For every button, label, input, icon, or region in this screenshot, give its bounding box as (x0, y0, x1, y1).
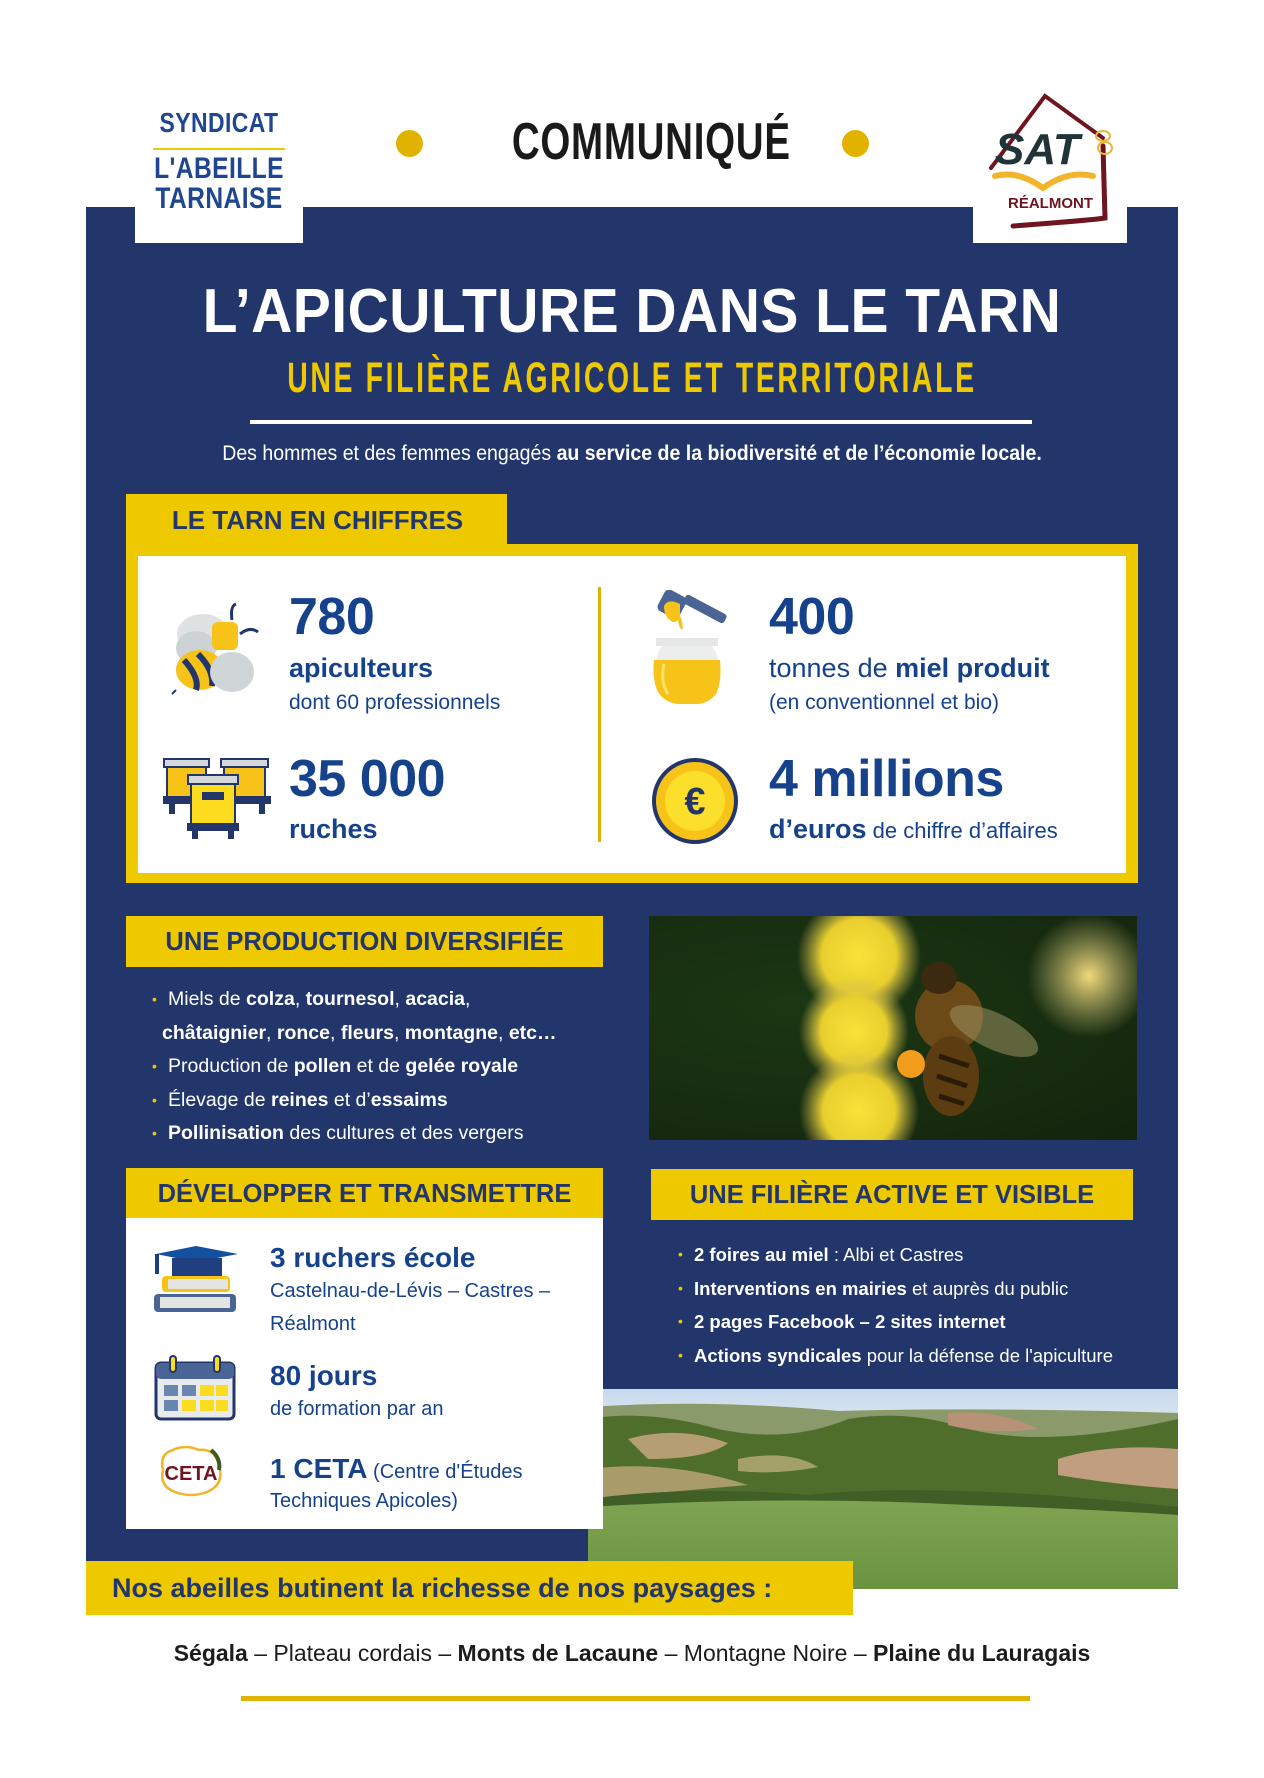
stat-value-hives: 35 000 (289, 750, 446, 808)
develop-detail-schools-line2: Réalmont (270, 1313, 356, 1335)
figures-frame-notch (507, 494, 1138, 544)
decorative-dot-right (842, 130, 869, 157)
separator: – (431, 1640, 458, 1666)
develop-detail-ceta: Techniques Apicoles) (270, 1490, 458, 1512)
develop-title-ceta (270, 1453, 523, 1488)
stat-label-honey (769, 653, 1050, 683)
list-item: • Miels de colza, tournesol, acacia, (152, 983, 612, 1017)
logo-line-syndicat: SYNDICAT (159, 107, 279, 138)
stat-label-beekeepers (289, 653, 433, 683)
euro-coin-icon (651, 757, 739, 845)
bullet-icon: • (678, 1313, 683, 1329)
stat-label-revenue (769, 814, 1058, 846)
develop-title-days: 80 jours (270, 1360, 378, 1391)
graduation-books-icon (152, 1244, 242, 1314)
tagline (124, 440, 1140, 468)
tagline-regular: Des hommes et des femmes engagés (222, 442, 557, 465)
bullet-icon: • (678, 1246, 683, 1262)
beehives-icon (163, 757, 271, 839)
list-item: • Interventions en mairies et auprès du public (678, 1272, 1178, 1306)
landscape-segala: Ségala (173, 1640, 248, 1666)
logo-syndicat-abeille-tarnaise (135, 88, 303, 243)
landscape-monts-de-lacaune: Monts de Lacaune (457, 1640, 659, 1666)
landscape-montagne-noire: Montagne Noire (683, 1640, 848, 1666)
svg-text:€: € (684, 781, 706, 823)
calendar-icon (154, 1355, 236, 1421)
bee-icon (170, 600, 264, 696)
tagline-bold: au service de la biodiversité et de l’économie locale. (556, 442, 1042, 465)
stat-label-regular: de chiffre d’affaires (866, 818, 1058, 843)
develop-panel-overlap (588, 1389, 603, 1529)
stat-label-bold: d’euros (769, 814, 867, 844)
logo-divider (153, 148, 285, 150)
production-list (152, 983, 612, 1151)
svg-text:RÉALMONT: RÉALMONT (1008, 195, 1093, 212)
bullet-icon: • (152, 1091, 157, 1108)
develop-detail-days: de formation par an (270, 1398, 444, 1420)
active-list (678, 1238, 1178, 1372)
separator: – (247, 1640, 274, 1666)
bee-on-flower-photo (649, 916, 1137, 1140)
document-title: COMMUNIQUÉ (511, 113, 791, 171)
stat-label-bold: apiculteurs (289, 653, 434, 683)
logo-line-tarnaise: TARNAISE (155, 182, 283, 215)
list-item: • Pollinisation des cultures et des vergers (152, 1117, 612, 1151)
logo-line-abeille: L'ABEILLE (154, 152, 284, 185)
honey-jar-icon (650, 590, 745, 710)
title-divider (250, 420, 1032, 424)
svg-text:SAT: SAT (995, 125, 1080, 174)
landscape-plateau-cordais: Plateau cordais (273, 1640, 432, 1666)
logo-sat-realmont (973, 88, 1127, 243)
decorative-dot-left (396, 130, 423, 157)
footer-divider (241, 1696, 1030, 1701)
stat-label-regular: tonnes de (769, 653, 896, 683)
ceta-title-rest: (Centre d'Études (367, 1461, 523, 1483)
list-item: • 2 foires au miel : Albi et Castres (678, 1238, 1178, 1272)
stat-value-revenue: 4 millions (769, 750, 1004, 808)
stat-label-bold: ruches (289, 814, 378, 844)
landscapes-list (86, 1637, 1178, 1669)
bullet-icon: • (152, 1125, 157, 1141)
figures-heading: LE TARN EN CHIFFRES (126, 494, 507, 544)
bullet-icon: • (678, 1346, 683, 1363)
separator: – (658, 1640, 684, 1666)
ceta-title-bold: 1 CETA (270, 1453, 368, 1484)
stat-value-beekeepers: 780 (289, 588, 375, 646)
bullet-icon: • (678, 1279, 683, 1296)
develop-detail-schools-line1: Castelnau-de-Lévis – Castres – (270, 1280, 551, 1302)
bullet-icon: • (152, 1058, 157, 1074)
stat-label-bold: miel produit (895, 653, 1050, 683)
main-title: L’APICULTURE DANS LE TARN (202, 277, 1062, 346)
stat-detail-beekeepers: dont 60 professionnels (289, 691, 501, 714)
list-item: • Production de pollen et de gelée royale (152, 1050, 612, 1084)
bullet-icon: • (152, 991, 157, 1007)
list-item-continuation: châtaignier, ronce, fleurs, montagne, etc… (162, 1021, 557, 1044)
landscapes-banner-text: Nos abeilles butinent la richesse de nos paysages : (112, 1573, 773, 1603)
svg-text:CETA: CETA (164, 1463, 218, 1485)
tarn-landscape-photo (588, 1389, 1178, 1589)
production-heading: UNE PRODUCTION DIVERSIFIÉE (126, 916, 603, 967)
figures-divider (598, 587, 601, 842)
list-item: • Élevage de reines et d’essaims (152, 1084, 612, 1118)
develop-title-schools: 3 ruchers école (270, 1242, 476, 1273)
ceta-logo-icon (155, 1440, 227, 1500)
separator: – (847, 1640, 874, 1666)
list-item: • 2 pages Facebook – 2 sites internet (678, 1305, 1178, 1339)
stat-detail-honey: (en conventionnel et bio) (769, 691, 999, 714)
develop-heading: DÉVELOPPER ET TRANSMETTRE (126, 1168, 603, 1218)
active-heading: UNE FILIÈRE ACTIVE ET VISIBLE (651, 1169, 1133, 1220)
subtitle: UNE FILIÈRE AGRICOLE ET TERRITORIALE (287, 354, 977, 402)
stat-value-honey: 400 (769, 588, 855, 646)
list-item: • Actions syndicales pour la défense de l'apiculture (678, 1339, 1178, 1373)
stat-label-hives (289, 814, 378, 844)
sat-house-icon (973, 88, 1127, 243)
landscape-plaine-du-lauragais: Plaine du Lauragais (873, 1640, 1091, 1666)
